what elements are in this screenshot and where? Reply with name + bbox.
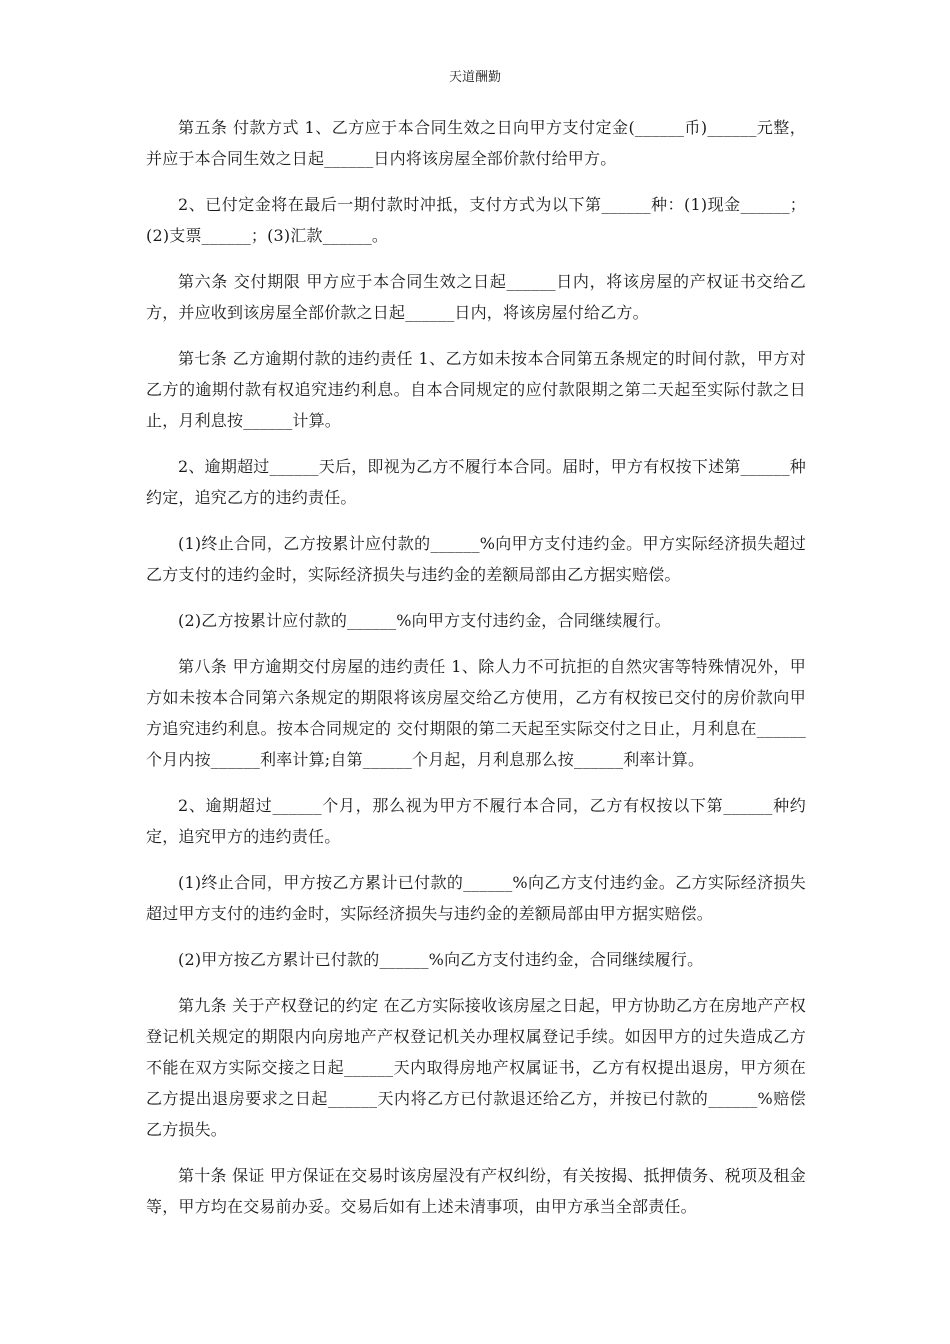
clause-7-overdue: 2、逾期超过______天后，即视为乙方不履行本合同。届时，甲方有权按下述第______种约定，追究乙方的违约责任。 [146, 457, 806, 507]
page-header: 天道酬勤 [448, 70, 501, 85]
clause-7-option-2: (2)乙方按累计应付款的______%向甲方支付违约金，合同继续履行。 [178, 611, 671, 630]
clause-5-payment-options: 2、已付定金将在最后一期付款时冲抵，支付方式为以下第______种：(1)现金______；(2)支票______；(3)汇款______。 [146, 195, 806, 245]
clause-8-overdue: 2、逾期超过______个月，那么视为甲方不履行本合同，乙方有权按以下第______种约定，追究甲方的违约责任。 [146, 796, 806, 846]
clause-8-option-1: (1)终止合同，甲方按乙方累计已付款的______%向乙方支付违约金。乙方实际经济损失超过甲方支付的违约金时，实际经济损失与违约金的差额局部由甲方据实赔偿。 [146, 873, 806, 923]
clause-6-delivery-deadline: 第六条 交付期限 甲方应于本合同生效之日起______日内，将该房屋的产权证书交给乙方，并应收到该房屋全部价款之日起______日内，将该房屋付给乙方。 [146, 272, 806, 322]
clause-8-late-delivery: 第八条 甲方逾期交付房屋的违约责任 1、除人力不可抗拒的自然灾害等特殊情况外，甲方如未按本合同第六条规定的期限将该房屋交给乙方使用，乙方有权按已交付的房价款向甲方追究违约利息。按本合同规定的 交付期限的第二天起至实际交付之日止，月利息在______个月内按______利率计算;自第______个月起，月利息那么按______利率计算。 [146, 657, 806, 769]
clause-5-payment-method: 第五条 付款方式 1、乙方应于本合同生效之日向甲方支付定金(______币)______元整，并应于本合同生效之日起______日内将该房屋全部价款付给甲方。 [146, 118, 806, 168]
clause-10-guarantee: 第十条 保证 甲方保证在交易时该房屋没有产权纠纷，有关按揭、抵押债务、税项及租金等，甲方均在交易前办妥。交易后如有上述未清事项，由甲方承当全部责任。 [146, 1166, 806, 1216]
clause-7-option-1: (1)终止合同，乙方按累计应付款的______%向甲方支付违约金。甲方实际经济损失超过乙方支付的违约金时，实际经济损失与违约金的差额局部由乙方据实赔偿。 [146, 534, 806, 584]
document-body [146, 112, 806, 1237]
clause-7-late-payment: 第七条 乙方逾期付款的违约责任 1、乙方如未按本合同第五条规定的时间付款，甲方对乙方的逾期付款有权追究违约利息。自本合同规定的应付款限期之第二天起至实际付款之日止，月利息按______计算。 [146, 349, 806, 430]
clause-8-option-2: (2)甲方按乙方累计已付款的______%向乙方支付违约金，合同继续履行。 [178, 950, 704, 969]
clause-9-title-registration: 第九条 关于产权登记的约定 在乙方实际接收该房屋之日起，甲方协助乙方在房地产产权登记机关规定的期限内向房地产产权登记机关办理权属登记手续。如因甲方的过失造成乙方不能在双方实际交接之日起______天内取得房地产权属证书，乙方有权提出退房，甲方须在乙方提出退房要求之日起______天内将乙方已付款退还给乙方，并按已付款的______%赔偿乙方损失。 [146, 996, 806, 1139]
